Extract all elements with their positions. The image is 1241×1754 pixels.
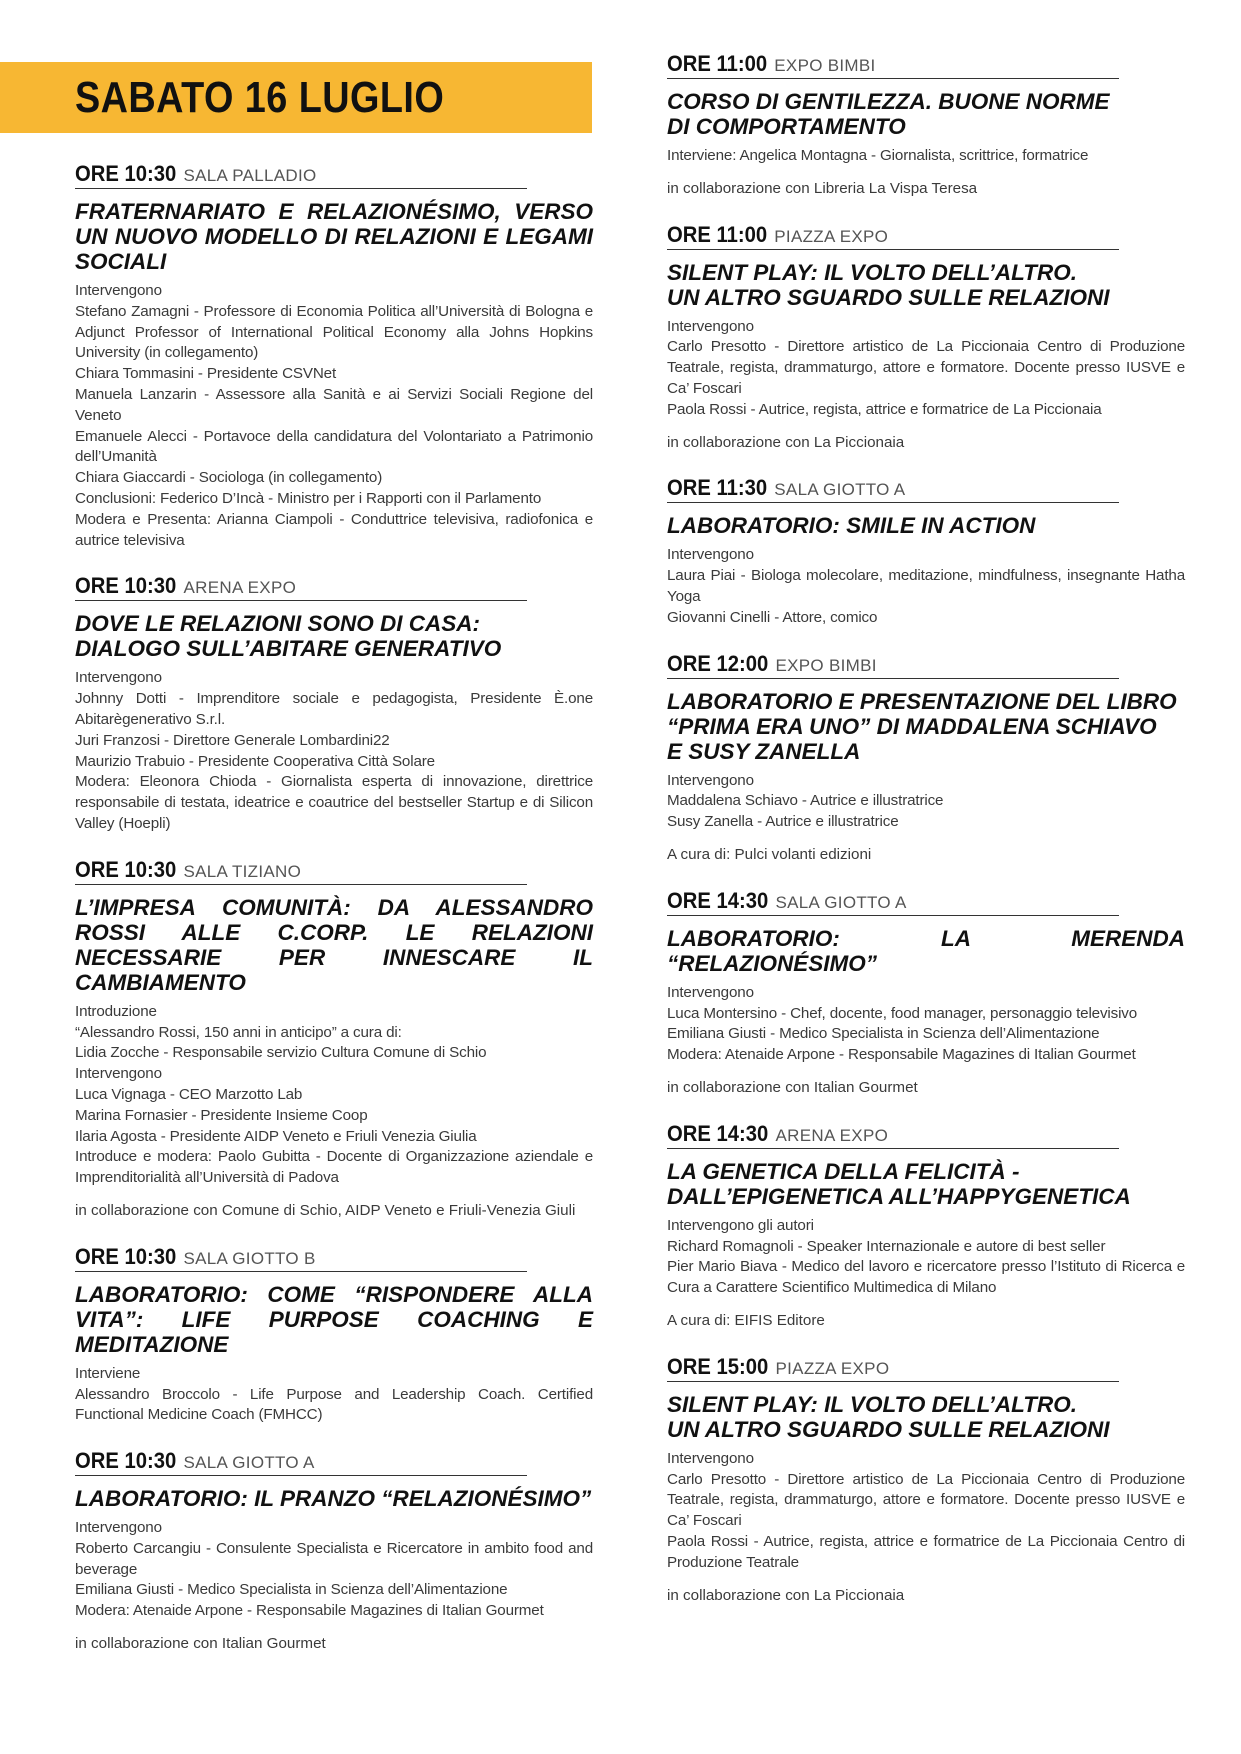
event-item bbox=[75, 856, 593, 1222]
event-header bbox=[667, 1353, 1119, 1382]
event-item bbox=[667, 474, 1185, 628]
event-room: SALA GIOTTO A bbox=[183, 1453, 315, 1473]
event-time: ORE 10:30 bbox=[75, 161, 177, 186]
event-time: ORE 10:30 bbox=[75, 573, 177, 599]
event-room: EXPO BIMBI bbox=[775, 655, 877, 675]
event-title: LABORATORIO E PRESENTAZIONE DEL LIBRO “PRIMA ERA UNO” DI MADDALENA SCHIAVO E SUSY ZANELLA bbox=[667, 688, 1177, 764]
event-title: DOVE LE RELAZIONI SONO DI CASA: DIALOGO SULL’ABITARE GENERATIVO bbox=[75, 611, 502, 662]
event-title: CORSO DI GENTILEZZA. BUONE NORME DI COMPORTAMENTO bbox=[667, 89, 1110, 139]
event-speakers: Interviene Alessandro Broccolo - Life Purpose and Leadership Coach. Certified Functional Medicine Coach (FMHCC) bbox=[75, 1364, 593, 1424]
day-banner bbox=[0, 62, 592, 133]
event-item bbox=[75, 1447, 593, 1655]
event-speakers: Intervengono Maddalena Schiavo - Autrice e illustratrice Susy Zanella - Autrice e illustratrice bbox=[667, 771, 944, 831]
event-time: ORE 10:30 bbox=[75, 856, 177, 882]
event-title: LABORATORIO: COME “RISPONDERE ALLA VITA”: LIFE PURPOSE COACHING E MEDITAZIONE bbox=[75, 1281, 593, 1357]
event-header bbox=[75, 572, 527, 601]
event-note: A cura di: Pulci volanti edizioni bbox=[667, 845, 872, 863]
event-header bbox=[667, 650, 1119, 679]
event-item bbox=[75, 160, 593, 551]
event-room: SALA PALLADIO bbox=[183, 166, 317, 185]
event-speakers: Intervengono Stefano Zamagni - Professore di Economia Politica all’Università di Bologna e Adjunct Professor of International Political Economy alla Johns Hopkins University (in collegamento) Chiara Tommasini - Presidente CSVNet Manuela Lanzarin - Assessore alla Sanità e ai Servizi Sociali Regione del Veneto Emanuele Alecci - Portavoce della candidatura del Volontariato a Patrimonio dell’Umanità Chiara Giaccardi - Sociologa (in collegamento) Conclusioni: Federico D’Incà - Ministro per i Rapporti con il Parlamento Modera e Presenta: Arianna Ciampoli - Conduttrice televisiva, radiofonica e autrice televisiva bbox=[75, 282, 593, 549]
event-room: EXPO BIMBI bbox=[774, 56, 876, 75]
event-speakers: Intervengono gli autori Richard Romagnoli - Speaker Internazionale e autore di best seller Pier Mario Biava - Medico del lavoro e ricercatore presso l’Istituto di Ricerca e Cura a Carattere Scientifico Multimedica di Milano bbox=[667, 1216, 1185, 1297]
event-header bbox=[667, 887, 1119, 916]
event-item bbox=[667, 887, 1185, 1099]
event-item bbox=[667, 1120, 1185, 1332]
event-header bbox=[667, 474, 1119, 503]
event-time: ORE 12:00 bbox=[667, 650, 769, 676]
event-room: SALA TIZIANO bbox=[183, 861, 302, 881]
event-header bbox=[75, 856, 527, 885]
event-speakers: Intervengono Laura Piai - Biologa molecolare, meditazione, mindfulness, insegnante Hatha Yoga Giovanni Cinelli - Attore, comico bbox=[667, 546, 1185, 626]
event-note: in collaborazione con Italian Gourmet bbox=[667, 1078, 918, 1096]
event-item bbox=[75, 572, 593, 834]
event-header bbox=[667, 50, 1119, 79]
event-title: SILENT PLAY: IL VOLTO DELL’ALTRO. UN ALTRO SGUARDO SULLE RELAZIONI bbox=[667, 259, 1110, 310]
event-header bbox=[667, 221, 1119, 250]
event-title: SILENT PLAY: IL VOLTO DELL’ALTRO. UN ALTRO SGUARDO SULLE RELAZIONI bbox=[667, 1391, 1110, 1442]
event-time: ORE 11:30 bbox=[667, 475, 768, 501]
event-speakers: Interviene: Angelica Montagna - Giornalista, scrittrice, formatrice bbox=[667, 147, 1089, 164]
event-time: ORE 11:00 bbox=[667, 221, 768, 247]
event-item bbox=[667, 1353, 1185, 1607]
event-title: LABORATORIO: LA MERENDA “RELAZIONÉSIMO” bbox=[667, 925, 1185, 976]
event-speakers: Intervengono Carlo Presotto - Direttore artistico de La Piccionaia Centro di Produzione Teatrale, regista, drammaturgo, attore e formatore. Docente presso IUSVE e Ca’ Foscari Paola Rossi - Autrice, regista, attrice e formatrice de La Piccionaia bbox=[667, 317, 1185, 418]
event-speakers: Intervengono Carlo Presotto - Direttore artistico de La Piccionaia Centro di Produzione Teatrale, regista, drammaturgo, attore e formatore. Docente presso IUSVE e Ca’ Foscari Paola Rossi - Autrice, regista, attrice e formatrice de La Piccionaia Centro di Produzione Teatrale bbox=[667, 1449, 1185, 1571]
event-room: PIAZZA EXPO bbox=[775, 1358, 890, 1378]
event-note: in collaborazione con La Piccionaia bbox=[667, 433, 905, 451]
event-item bbox=[667, 50, 1185, 200]
event-item bbox=[75, 1243, 593, 1426]
event-time: ORE 10:30 bbox=[75, 1243, 177, 1269]
event-room: SALA GIOTTO A bbox=[775, 892, 907, 912]
event-header bbox=[667, 1120, 1119, 1149]
event-note: in collaborazione con La Piccionaia bbox=[667, 1586, 905, 1604]
event-title: LABORATORIO: IL PRANZO “RELAZIONÉSIMO” bbox=[75, 1486, 592, 1512]
event-title: LABORATORIO: SMILE IN ACTION bbox=[667, 513, 1036, 539]
event-note: in collaborazione con Comune di Schio, AIDP Veneto e Friuli-Venezia Giuli bbox=[75, 1201, 576, 1219]
day-title: SABATO 16 LUGLIO bbox=[75, 73, 445, 122]
event-title: LA GENETICA DELLA FELICITÀ - DALL’EPIGENETICA ALL’HAPPYGENETICA bbox=[667, 1158, 1131, 1209]
right-column bbox=[667, 50, 1185, 1627]
event-speakers: Intervengono Johnny Dotti - Imprenditore sociale e pedagogista, Presidente È.one Abitarègenerativo S.r.l. Juri Franzosi - Direttore Generale Lombardini22 Maurizio Trabuio - Presidente Cooperativa Città Solare Modera: Eleonora Chioda - Giornalista esperta di innovazione, direttrice responsabile di testata, ideatrice e coautrice del bestseller Startup e di Silicon Valley (Hoepli) bbox=[75, 669, 593, 832]
event-note: A cura di: EIFIS Editore bbox=[667, 1311, 825, 1329]
event-note: in collaborazione con Italian Gourmet bbox=[75, 1635, 326, 1653]
event-speakers: Intervengono Luca Montersino - Chef, docente, food manager, personaggio televisivo Emiliana Giusti - Medico Specialista in Scienza dell’Alimentazione Modera: Atenaide Arpone - Responsabile Magazines di Italian Gourmet bbox=[667, 983, 1138, 1064]
event-room: ARENA EXPO bbox=[775, 1125, 889, 1145]
event-header bbox=[75, 1447, 527, 1476]
event-room: ARENA EXPO bbox=[183, 578, 297, 598]
event-title: FRATERNARIATO E RELAZIONÉSIMO, VERSO UN NUOVO MODELLO DI RELAZIONI E LEGAMI SOCIALI bbox=[75, 199, 593, 274]
event-speakers: Introduzione “Alessandro Rossi, 150 anni in anticipo” a cura di: Lidia Zocche - Responsabile servizio Cultura Comune di Schio Intervengono Luca Vignaga - CEO Marzotto Lab Marina Fornasier - Presidente Insieme Coop Ilaria Agosta - Presidente AIDP Veneto e Friuli Venezia Giulia Introduce e modera: Paolo Gubitta - Docente di Organizzazione aziendale e Imprenditorialità all’Università di Padova bbox=[75, 1002, 593, 1187]
event-header bbox=[75, 160, 527, 189]
event-time: ORE 14:30 bbox=[667, 887, 769, 913]
event-room: PIAZZA EXPO bbox=[774, 226, 889, 246]
event-item bbox=[667, 650, 1185, 866]
event-room: SALA GIOTTO A bbox=[774, 480, 906, 500]
event-time: ORE 15:00 bbox=[667, 1353, 769, 1379]
event-time: ORE 14:30 bbox=[667, 1120, 769, 1146]
event-header bbox=[75, 1243, 527, 1272]
event-room: SALA GIOTTO B bbox=[183, 1248, 316, 1268]
event-speakers: Intervengono Roberto Carcangiu - Consulente Specialista e Ricercatore in ambito food and beverage Emiliana Giusti - Medico Specialista in Scienza dell’Alimentazione Modera: Atenaide Arpone - Responsabile Magazines di Italian Gourmet bbox=[75, 1519, 593, 1620]
left-column bbox=[75, 160, 593, 1676]
event-title: L’IMPRESA COMUNITÀ: DA ALESSANDRO ROSSI ALLE C.CORP. LE RELAZIONI NECESSARIE PER INNESCARE IL CAMBIAMENTO bbox=[75, 894, 593, 995]
event-time: ORE 11:00 bbox=[667, 51, 768, 76]
event-time: ORE 10:30 bbox=[75, 1448, 177, 1474]
event-note: in collaborazione con Libreria La Vispa Teresa bbox=[667, 179, 978, 197]
event-item bbox=[667, 221, 1185, 454]
